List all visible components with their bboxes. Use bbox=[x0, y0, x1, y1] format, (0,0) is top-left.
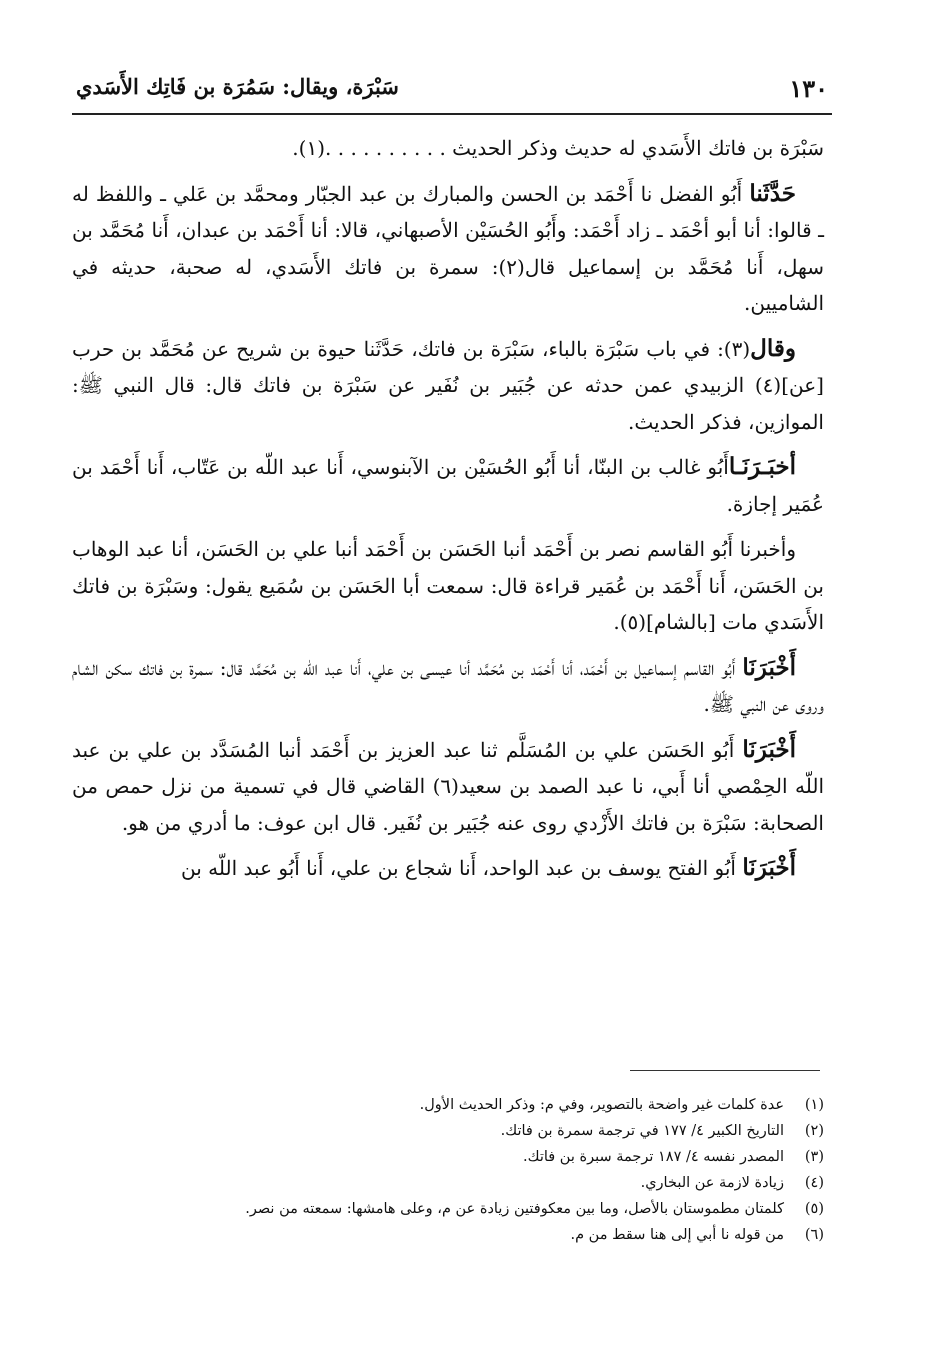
paragraph-text: (٣): في باب سَبْرَة بالباء، سَبْرَة بن فاتك، حَدَّثَنا حيوة بن شريح عن مُحَمَّد بن حرب [عن](٤) الزبيدي عمن حدثه عن جُبَير بن نُفَير عن سَبْرَة بن فاتك قال: قال النبي ﷺ: الموازين، فذكر الحديث. bbox=[72, 336, 824, 434]
footnote-text: من قوله نا أبي إلى هنا سقط من م. bbox=[570, 1227, 784, 1243]
footnote bbox=[72, 1144, 824, 1170]
paragraph bbox=[72, 732, 824, 842]
paragraph bbox=[72, 449, 824, 522]
paragraph bbox=[72, 650, 824, 723]
footnote-number: (٣) bbox=[804, 1149, 824, 1165]
footnote-number: (٥) bbox=[804, 1201, 824, 1217]
footnote-text: عدة كلمات غير واضحة بالتصوير، وفي م: وذكر الحديث الأول. bbox=[419, 1097, 784, 1113]
footnote-text: المصدر نفسه ٤/ ١٨٧ ترجمة سبرة بن فاتك. bbox=[522, 1149, 784, 1165]
running-title: سَبْرَة، ويقال: سَمُرَة بن فَاتِك الأَسَدي bbox=[76, 74, 399, 99]
paragraph-text: أَبُو القاسم إسماعيل بن أَحْمَد، أنا أَحْمَد بن مُحَمَّد أنا عيسى بن علي، أَنا عبد اللّه بن مُحَمَّد قال: سمرة بن فاتك سكن الشام وروى عن النبي ﷺ. bbox=[72, 655, 824, 716]
footnote-number: (١) bbox=[804, 1097, 824, 1113]
footnote-number: (٦) bbox=[804, 1227, 824, 1243]
paragraph-lead: أَخْبَرَنَا bbox=[742, 653, 796, 681]
paragraph bbox=[72, 850, 824, 887]
footnote-text: كلمتان مطموستان بالأصل، وما بين معكوفتين زيادة عن م، وعلى هامشها: سمعته من نصر. bbox=[245, 1201, 784, 1217]
paragraph-text: أَبُو الحَسَن علي بن المُسَلَّم ثنا عبد العزيز بن أَحْمَد أنبا المُسَدَّد بن علي بن عبد اللّه الحِمْصي أنا أَبي، نا عبد الصمد بن سعيد(٦) القاضي قال في تسمية من نزل حمص من الصحابة: سَبْرَة بن فاتك الأَزْدي روى عنه جُبَير بن نُفَير. قال ابن عوف: ما أدري من هو. bbox=[72, 737, 824, 835]
paragraph-text: أَبُو الفضل نا أَحْمَد بن الحسن والمبارك بن عبد الجبّار ومحمَّد بن عَلي ـ واللفظ له ـ قالوا: أنا أبو أحْمَد ـ زاد أَحْمَد: وأَبُو الحُسَيْن الأصبهاني، قالا: أنا أَحْمَد بن عبدان، أَنا مُحَمَّد بن سهل، أَنا مُحَمَّد بن إسماعيل قال(٢): سمرة بن فاتك الأَسَدي، له صحبة، حديثه في الشاميين. bbox=[72, 181, 824, 315]
footnote-divider bbox=[630, 1070, 820, 1071]
paragraph bbox=[72, 531, 824, 641]
main-text bbox=[72, 130, 824, 896]
paragraph-text: أَبُو غالب بن البنّا، أنا أَبُو الحُسَيْن بن الآبنوسي، أَنا عبد اللّه بن عَتّاب، أَنا أَحْمَد بن عُمَير إجازة. bbox=[72, 455, 824, 516]
paragraph-lead: أخبَـرَنَـا bbox=[728, 453, 796, 480]
paragraph bbox=[72, 176, 824, 322]
paragraph-lead: أَخْبَرَنَا bbox=[742, 735, 796, 763]
footnote-text: زيادة لازمة عن البخاري. bbox=[640, 1175, 784, 1191]
header-divider bbox=[72, 113, 832, 115]
paragraph-lead: حَدَّثَنا bbox=[749, 179, 796, 207]
footnote bbox=[72, 1118, 824, 1144]
paragraph bbox=[72, 331, 824, 441]
footnotes bbox=[72, 1092, 824, 1248]
page-header bbox=[72, 66, 832, 106]
paragraph-text: أَبُو الفتح يوسف بن عبد الواحد، أَنا شجاع بن علي، أَنا أَبُو عبد اللّه بن bbox=[181, 856, 743, 880]
paragraph-lead: وقال bbox=[750, 334, 796, 362]
footnote-number: (٤) bbox=[804, 1175, 824, 1191]
footnote bbox=[72, 1222, 824, 1248]
footnote-text: التاريخ الكبير ٤/ ١٧٧ في ترجمة سمرة بن فاتك. bbox=[500, 1123, 784, 1139]
paragraph-lead: أَخْبَرَنَا bbox=[742, 854, 796, 881]
footnote bbox=[72, 1196, 824, 1222]
page-number: ١٣٠ bbox=[789, 74, 828, 103]
paragraph-text: سَبْرَة بن فاتك الأَسَدي له حديث وذكر الحديث . . . . . . . . . .(١). bbox=[292, 136, 824, 160]
footnote-number: (٢) bbox=[804, 1123, 824, 1139]
footnote bbox=[72, 1092, 824, 1118]
paragraph-text: وأخبرنا أَبُو القاسم نصر بن أَحْمَد أنبا الحَسَن بن أَحْمَد أنبا علي بن الحَسَن، أنا عبد الوهاب بن الحَسَن، أَنا أَحْمَد بن عُمَير قراءة قال: سمعت أبا الحَسَن بن سُمَيع يقول: وسَبْرَة بن فاتك الأَسَدي مات [بالشام](٥). bbox=[72, 537, 824, 634]
paragraph bbox=[72, 130, 824, 167]
footnote bbox=[72, 1170, 824, 1196]
